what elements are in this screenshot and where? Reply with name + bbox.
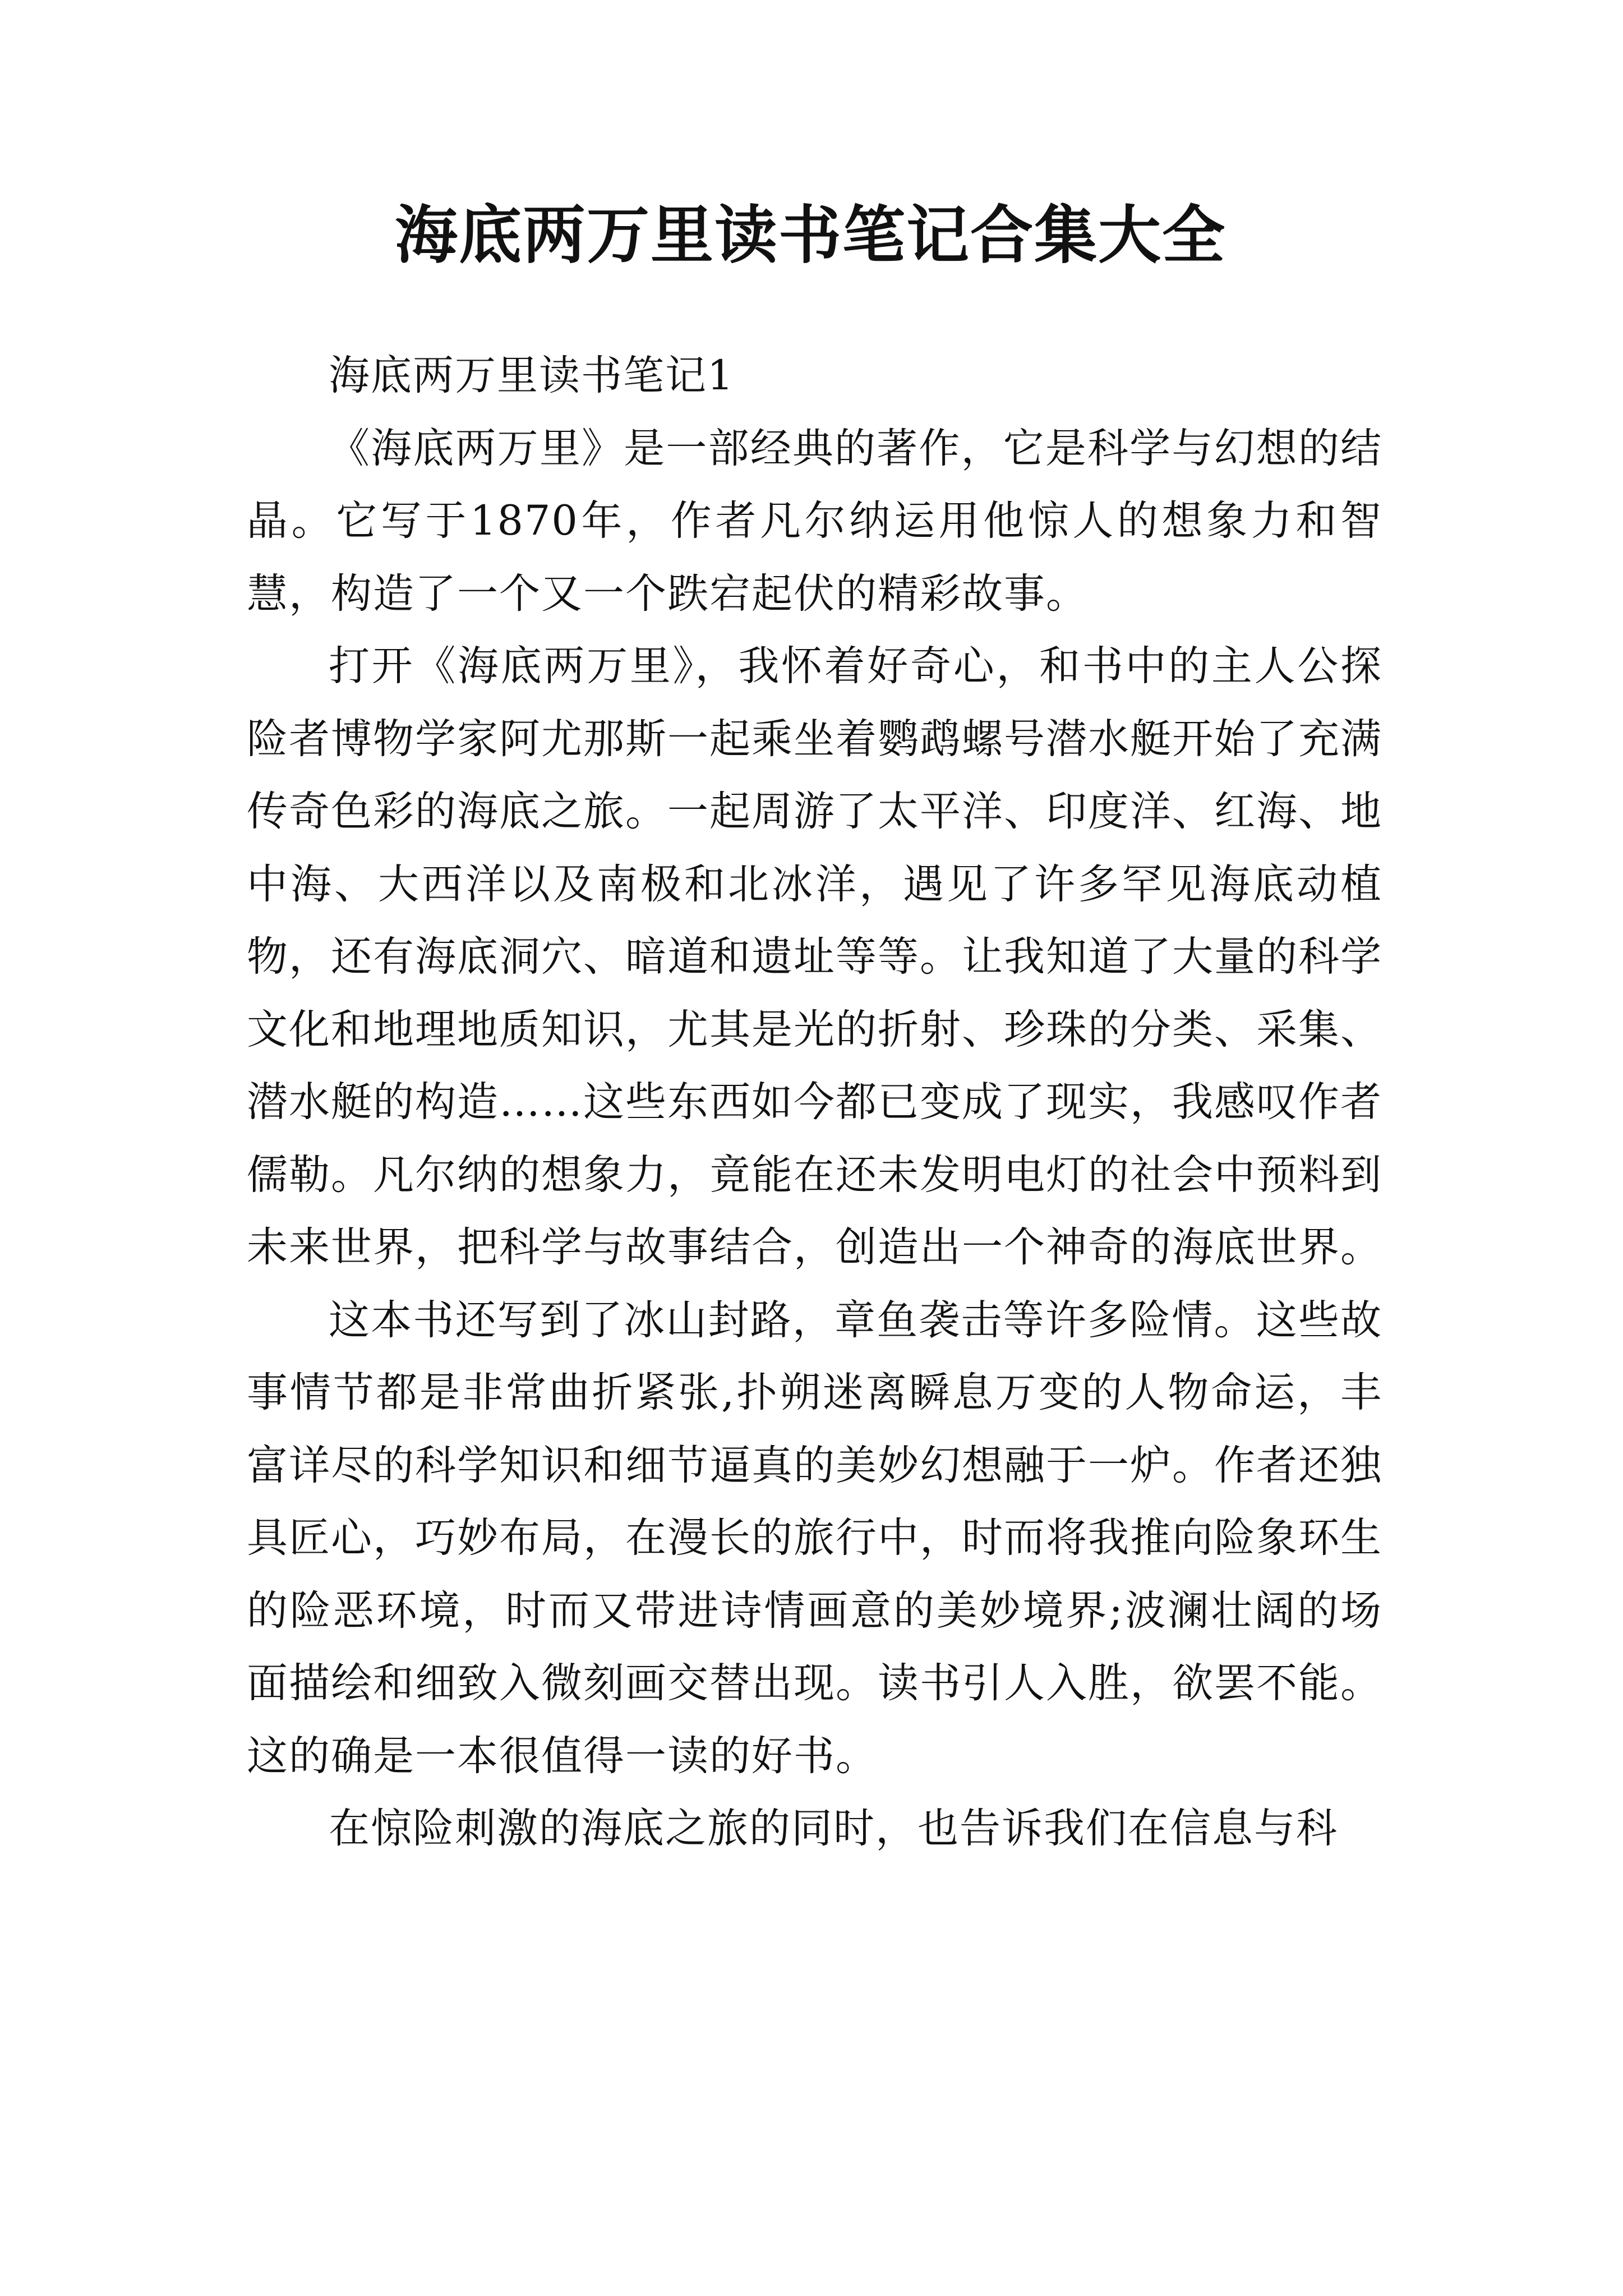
document-body — [247, 339, 1382, 1865]
paragraph: 打开《海底两万里》，我怀着好奇心，和书中的主人公探险者博物学家阿尤那斯一起乘坐着鹦鹉螺号潜水艇开始了充满传奇色彩的海底之旅。一起周游了太平洋、印度洋、红海、地中海、大西洋以及南极和北冰洋，遇见了许多罕见海底动植物，还有海底洞穴、暗道和遗址等等。让我知道了大量的科学文化和地理地质知识，尤其是光的折射、珍珠的分类、采集、潜水艇的构造……这些东西如今都已变成了现实，我感叹作者儒勒。凡尔纳的想象力，竟能在还未发明电灯的社会中预料到未来世界，把科学与故事结合，创造出一个神奇的海底世界。 — [247, 642, 1382, 1271]
document-title: 海底两万里读书笔记合集大全 — [395, 199, 1226, 272]
paragraph: 《海底两万里》是一部经典的著作，它是科学与幻想的结晶。它写于1870年，作者凡尔纳运用他惊人的想象力和智慧，构造了一个又一个跌宕起伏的精彩故事。 — [247, 424, 1382, 618]
section-heading: 海底两万里读书笔记1 — [329, 352, 735, 399]
paragraph: 这本书还写到了冰山封路，章鱼袭击等许多险情。这些故事情节都是非常曲折紧张,扑朔迷离瞬息万变的人物命运，丰富详尽的科学知识和细节逼真的美妙幻想融于一炉。作者还独具匠心，巧妙布局，在漫长的旅行中，时而将我推向险象环生的险恶环境，时而又带进诗情画意的美妙境界;波澜壮阔的场面描绘和细致入微刻画交替出现。读书引人入胜，欲罢不能。这的确是一本很值得一读的好书。 — [247, 1296, 1382, 1780]
paragraph: 在惊险刺激的海底之旅的同时，也告诉我们在信息与科 — [329, 1805, 1338, 1852]
